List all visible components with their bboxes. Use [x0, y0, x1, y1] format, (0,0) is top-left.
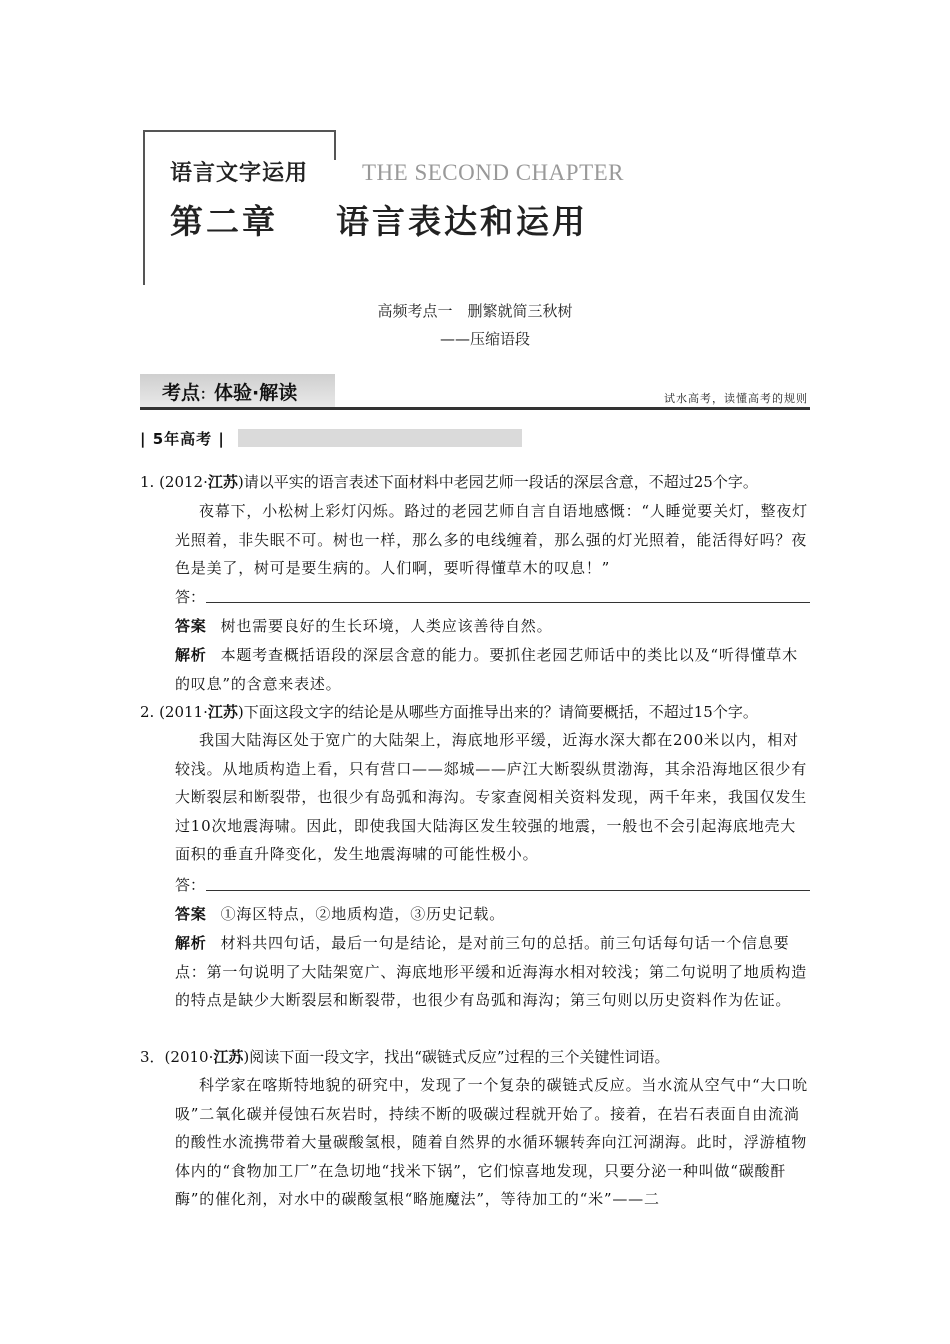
chapter-subtitle: 语言文字运用 — [170, 161, 309, 186]
chapter-english: THE SECOND CHAPTER — [362, 160, 625, 185]
q3-num: 3．(2010· — [140, 1048, 214, 1066]
q1-stem-text: )请以平实的语言表述下面材料中老园艺师一段话的深层含意，不超过25个字。 — [237, 473, 758, 491]
q1-answer-label: 答案 — [175, 617, 207, 635]
q1-analysis — [175, 641, 811, 698]
q2-material-text: 我国大陆海区处于宽广的大陆架上，海底地形平缓，近海水深大都在200米以内，相对较浅。从地质构造上看，只有营口——郯城——庐江大断裂纵贯渤海，其余沿海地区很少有大断裂层和断裂带，也很少有岛弧和海沟。专家查阅相关资料发现，两千年来，我国仅发生过10次地震海啸。因此，即使我国大陆海区发生较强的地震，一般也不会引起海底地壳大面积的垂直升降变化，发生地震海啸的可能性极小。 — [175, 731, 808, 863]
band-label-a: 考点 — [162, 382, 201, 404]
band-label — [162, 378, 297, 405]
q2-stem — [140, 701, 758, 722]
five-year-label: | 5年高考 | — [140, 430, 225, 448]
q2-province: 江苏 — [207, 703, 238, 721]
q2-analysis-label: 解析 — [175, 934, 207, 952]
header-frame-right — [334, 130, 336, 160]
keypoint-title: 高频考点一 删繁就简三秋树 — [377, 302, 573, 320]
q1-analysis-label: 解析 — [175, 646, 207, 664]
q1-material-text: 夜幕下，小松树上彩灯闪烁。路过的老园艺师自言自语地感慨：“人睡觉要关灯，整夜灯光照着，非失眠不可。树也一样，那么多的电线缠着，那么强的灯光照着，能活得好吗？夜色是美了，树可是要生病的。人们啊，要听得懂草木的叹息！” — [175, 502, 808, 577]
q3-stem — [140, 1046, 670, 1067]
q1-answer — [175, 612, 811, 641]
q2-analysis-text: 材料共四句话，最后一句是结论，是对前三句的总括。前三句话每句话一个信息要点：第一句说明了大陆架宽广、海底地形平缓和近海海水相对较浅；第二句说明了地质构造的特点是缺少大断裂层和断裂带，也很少有岛弧和海沟；第三句则以历史资料作为佐证。 — [175, 934, 808, 1009]
keypoint-subtitle: ——压缩语段 — [439, 330, 530, 348]
band-label-sep: ： — [200, 387, 215, 403]
q2-num: 2. (2011· — [140, 703, 208, 721]
q1-province: 江苏 — [207, 473, 238, 491]
q1-num: 1. (2012· — [140, 473, 208, 491]
five-year-section — [140, 428, 522, 448]
q3-province: 江苏 — [213, 1048, 244, 1066]
q2-answer — [175, 900, 811, 929]
q1-answer-prompt: 答： — [175, 588, 206, 606]
q1-answer-rule — [206, 602, 810, 603]
five-year-bar — [238, 429, 522, 447]
q3-material-text: 科学家在喀斯特地貌的研究中，发现了一个复杂的碳链式反应。当水流从空气中“大口吮吸”二氧化碳并侵蚀石灰岩时，持续不断的吸碳过程就开始了。接着，在岩石表面自由流淌的酸性水流携带着大量碳酸氢根，随着自然界的水循环辗转奔向江河湖海。此时，浮游植物体内的“食物加工厂”在急切地“找米下锅”，它们惊喜地发现，只要分泌一种叫做“碳酸酐酶”的催化剂，对水中的碳酸氢根“略施魔法”，等待加工的“米”——二 — [175, 1076, 808, 1208]
q2-stem-text: )下面这段文字的结论是从哪些方面推导出来的？请简要概括，不超过15个字。 — [237, 703, 758, 721]
q2-answer-label: 答案 — [175, 905, 207, 923]
q2-answer-text: ①海区特点，②地质构造，③历史记载。 — [220, 905, 506, 923]
q2-material — [175, 726, 811, 869]
header-frame-left — [143, 130, 145, 285]
q1-stem — [140, 471, 758, 492]
band-right-text: 试水高考，读懂高考的规则 — [664, 392, 808, 405]
band-label-b: 体验·解读 — [214, 382, 298, 404]
q1-answer-text: 树也需要良好的生长环境，人类应该善待自然。 — [220, 617, 553, 635]
q1-analysis-text: 本题考查概括语段的深层含意的能力。要抓住老园艺师话中的类比以及“听得懂草木的叹息”的含意来表述。 — [175, 646, 798, 693]
q3-stem-text: )阅读下面一段文字，找出“碳链式反应”过程的三个关键性词语。 — [243, 1048, 670, 1066]
q2-answer-prompt: 答： — [175, 876, 206, 894]
header-frame-top — [143, 130, 336, 132]
chapter-title: 第二章 语言表达和运用 — [170, 202, 588, 241]
band-rule — [140, 407, 810, 410]
q2-answer-rule — [206, 890, 810, 891]
section-band — [140, 374, 810, 410]
q3-material — [175, 1071, 811, 1214]
q1-material — [175, 497, 811, 583]
q2-analysis — [175, 929, 811, 1015]
